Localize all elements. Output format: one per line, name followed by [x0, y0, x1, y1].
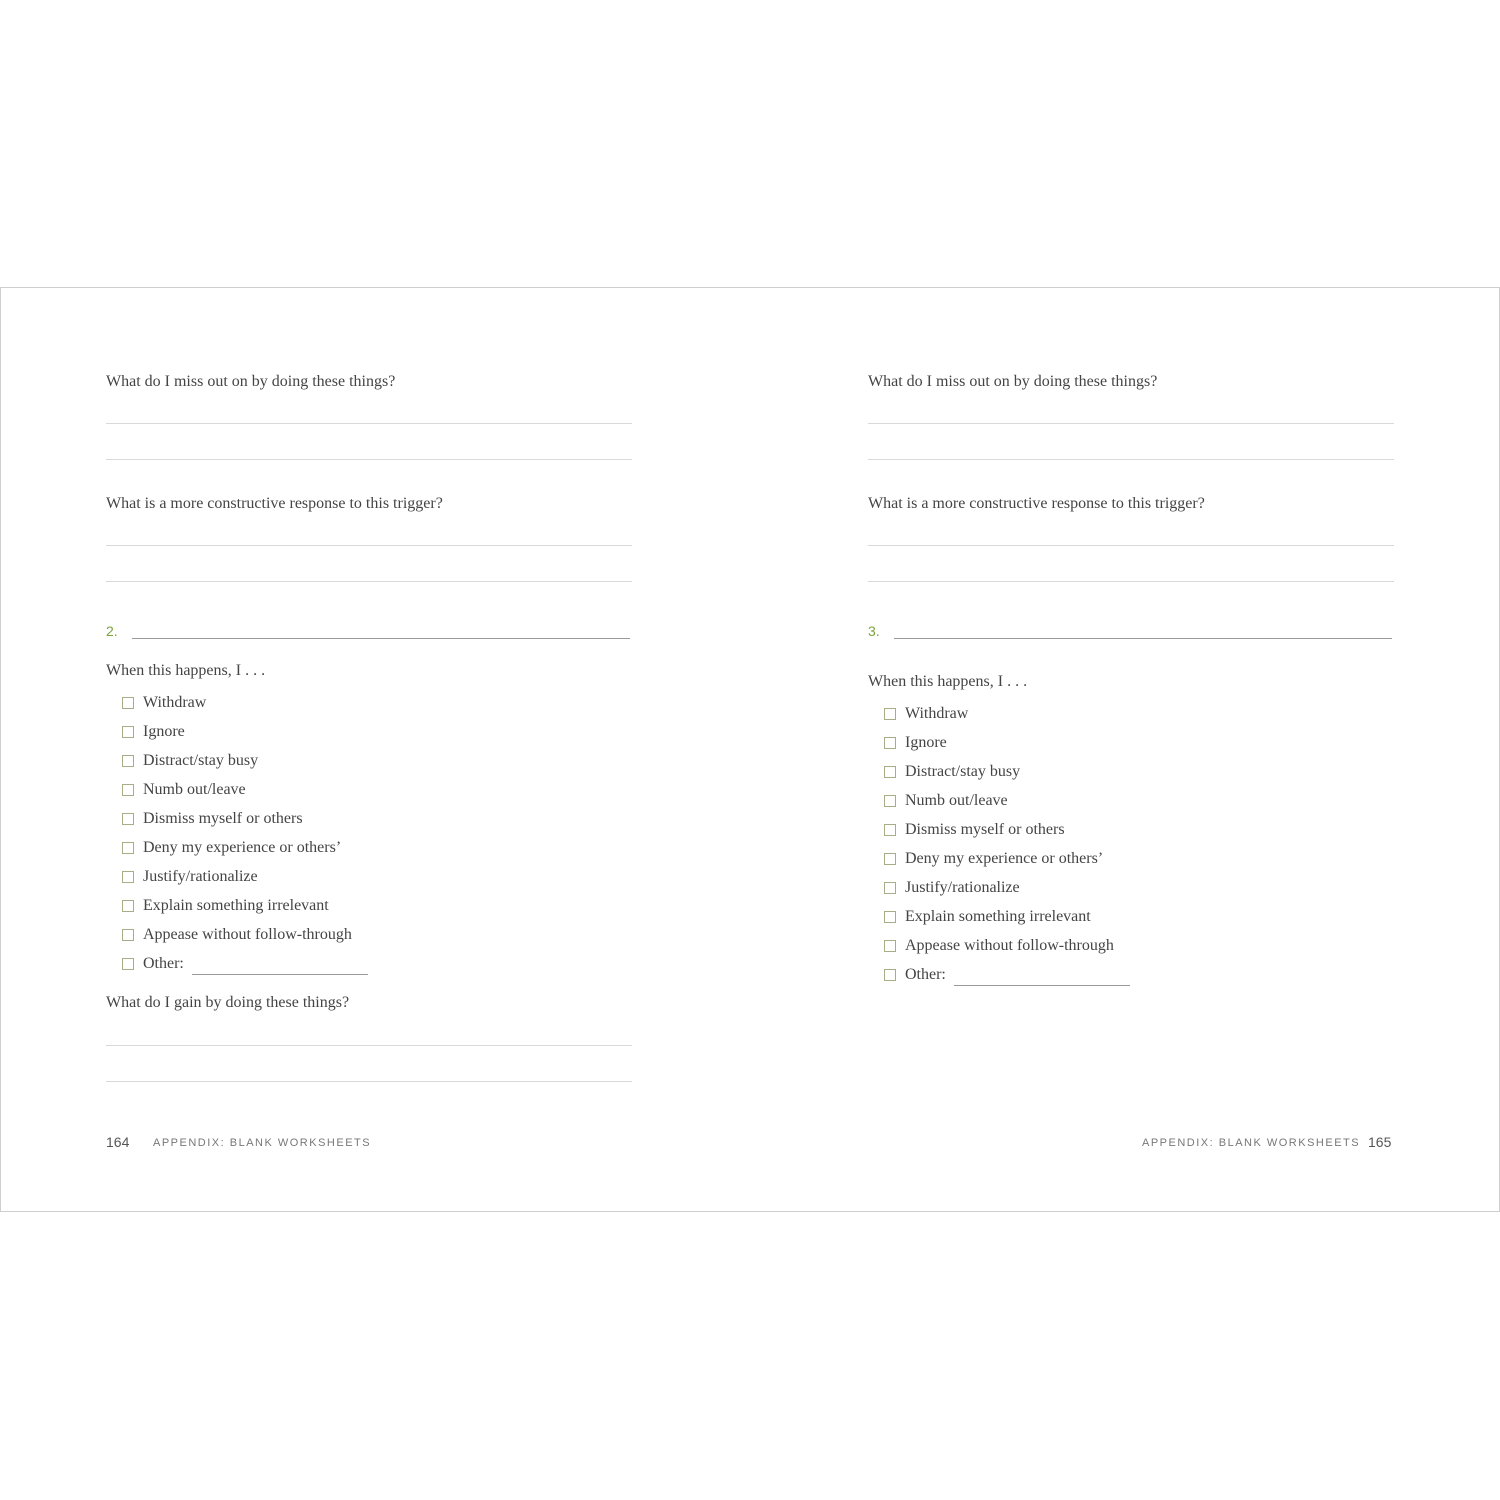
checkbox-explain[interactable] — [884, 911, 896, 923]
checkbox-justify[interactable] — [884, 882, 896, 894]
checkbox-withdraw[interactable] — [122, 697, 134, 709]
question-miss-out: What do I miss out on by doing these things? — [106, 373, 396, 390]
when-this-happens-label: When this happens, I . . . — [868, 673, 1028, 690]
trigger-line[interactable] — [132, 638, 630, 639]
answer-line[interactable] — [106, 545, 632, 546]
option-label: Distract/stay busy — [143, 752, 259, 769]
checkbox-numb-out[interactable] — [884, 795, 896, 807]
answer-line[interactable] — [868, 423, 1394, 424]
option-label: Dismiss myself or others — [143, 810, 303, 827]
running-footer: APPENDIX: BLANK WORKSHEETS — [1142, 1137, 1361, 1149]
checkbox-explain[interactable] — [122, 900, 134, 912]
question-constructive-response: What is a more constructive response to this trigger? — [868, 495, 1205, 512]
option-label: Deny my experience or others’ — [905, 850, 1104, 867]
answer-line[interactable] — [868, 459, 1394, 460]
checkbox-numb-out[interactable] — [122, 784, 134, 796]
checkbox-other[interactable] — [884, 969, 896, 981]
option-label: Withdraw — [905, 705, 969, 722]
checkbox-deny[interactable] — [884, 853, 896, 865]
other-blank-line[interactable] — [192, 974, 368, 975]
answer-line[interactable] — [106, 1045, 632, 1046]
item-number: 3. — [868, 623, 880, 639]
option-label: Numb out/leave — [905, 792, 1008, 809]
option-label: Explain something irrelevant — [143, 897, 329, 914]
answer-line[interactable] — [106, 1081, 632, 1082]
answer-line[interactable] — [106, 459, 632, 460]
option-label: Other: — [905, 966, 946, 983]
checkbox-dismiss[interactable] — [884, 824, 896, 836]
option-label: Explain something irrelevant — [905, 908, 1091, 925]
option-label: Withdraw — [143, 694, 207, 711]
checkbox-distract[interactable] — [122, 755, 134, 767]
option-label: Justify/rationalize — [905, 879, 1020, 896]
checkbox-justify[interactable] — [122, 871, 134, 883]
book-spread — [0, 287, 1500, 1212]
page-number: 165 — [1368, 1134, 1392, 1150]
option-label: Appease without follow-through — [905, 937, 1114, 954]
answer-line[interactable] — [868, 545, 1394, 546]
option-label: Ignore — [143, 723, 185, 740]
trigger-line[interactable] — [894, 638, 1392, 639]
other-blank-line[interactable] — [954, 985, 1130, 986]
question-gain: What do I gain by doing these things? — [106, 994, 350, 1011]
option-label: Numb out/leave — [143, 781, 246, 798]
answer-line[interactable] — [868, 581, 1394, 582]
page-number: 164 — [106, 1134, 130, 1150]
option-label: Dismiss myself or others — [905, 821, 1065, 838]
checkbox-ignore[interactable] — [122, 726, 134, 738]
running-footer: APPENDIX: BLANK WORKSHEETS — [153, 1137, 372, 1149]
question-constructive-response: What is a more constructive response to this trigger? — [106, 495, 443, 512]
checkbox-dismiss[interactable] — [122, 813, 134, 825]
checkbox-other[interactable] — [122, 958, 134, 970]
checkbox-ignore[interactable] — [884, 737, 896, 749]
item-number: 2. — [106, 623, 118, 639]
option-label: Ignore — [905, 734, 947, 751]
answer-line[interactable] — [106, 581, 632, 582]
checkbox-appease[interactable] — [884, 940, 896, 952]
option-label: Deny my experience or others’ — [143, 839, 342, 856]
checkbox-appease[interactable] — [122, 929, 134, 941]
checkbox-withdraw[interactable] — [884, 708, 896, 720]
option-label: Justify/rationalize — [143, 868, 258, 885]
checkbox-deny[interactable] — [122, 842, 134, 854]
option-label: Other: — [143, 955, 184, 972]
option-label: Distract/stay busy — [905, 763, 1021, 780]
when-this-happens-label: When this happens, I . . . — [106, 662, 266, 679]
option-label: Appease without follow-through — [143, 926, 352, 943]
question-miss-out: What do I miss out on by doing these things? — [868, 373, 1158, 390]
checkbox-distract[interactable] — [884, 766, 896, 778]
answer-line[interactable] — [106, 423, 632, 424]
